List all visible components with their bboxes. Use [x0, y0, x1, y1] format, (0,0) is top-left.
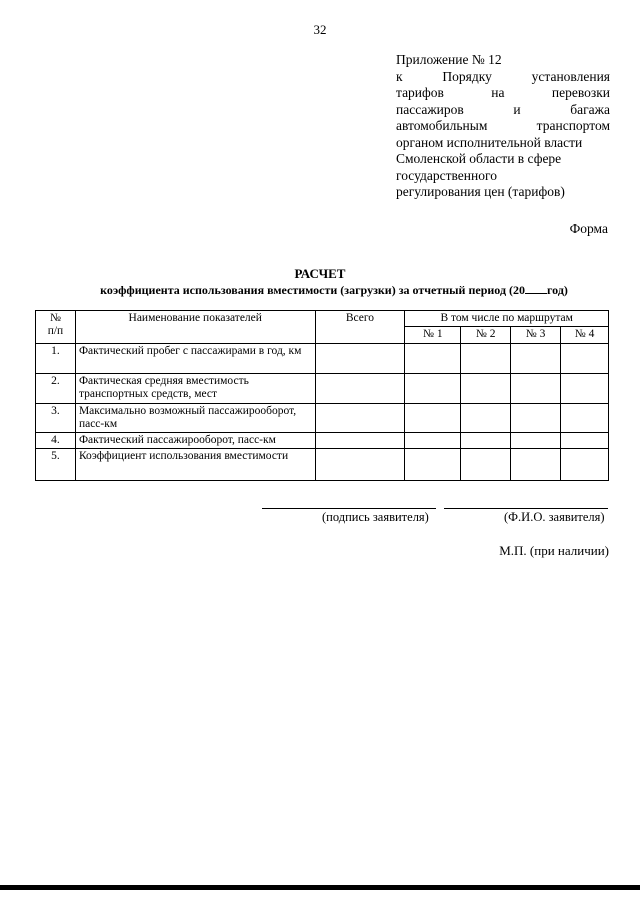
cell-route-1[interactable]: [405, 344, 461, 374]
cell-route-3[interactable]: [511, 374, 561, 404]
header-route-2: № 2: [461, 327, 511, 344]
subtitle-text: коэффициента использования вместимости (загрузки) за отчетный период (20: [100, 283, 526, 297]
cell-route-1[interactable]: [405, 404, 461, 433]
cell-route-4[interactable]: [561, 449, 609, 481]
cell-route-2[interactable]: [461, 344, 511, 374]
cell-route-4[interactable]: [561, 374, 609, 404]
cell-route-1[interactable]: [405, 433, 461, 449]
cell-route-2[interactable]: [461, 449, 511, 481]
cell-total[interactable]: [315, 433, 405, 449]
stamp-label: М.П. (при наличии): [499, 543, 609, 558]
table-row: [36, 449, 609, 481]
header-total: Всего: [315, 311, 405, 344]
cell-route-3[interactable]: [511, 433, 561, 449]
cell-total[interactable]: [315, 404, 405, 433]
table-row: [36, 404, 609, 433]
cell-route-2[interactable]: [461, 374, 511, 404]
name-label: (Ф.И.О. заявителя): [504, 510, 605, 524]
row-indicator-name: Коэффициент использования вместимости: [75, 449, 315, 481]
header-number-abbr: п/п: [47, 325, 64, 337]
appendix-line: [396, 102, 610, 119]
cell-route-3[interactable]: [511, 344, 561, 374]
appendix-word: Порядку: [442, 68, 492, 84]
cell-route-1[interactable]: [405, 374, 461, 404]
appendix-word: к: [396, 68, 403, 84]
document-subtitle: [0, 283, 640, 298]
appendix-line: [396, 69, 610, 86]
calculation-table: [35, 310, 609, 481]
table-row: [36, 344, 609, 374]
appendix-line: регулирования цен (тарифов): [396, 184, 565, 199]
cell-route-3[interactable]: [511, 449, 561, 481]
appendix-line: Смоленской области в сфере: [396, 151, 562, 166]
cell-route-2[interactable]: [461, 404, 511, 433]
appendix-title: Приложение № 12: [396, 52, 502, 67]
row-number: 2.: [36, 374, 76, 404]
header-name: Наименование показателей: [75, 311, 315, 344]
appendix-line: органом исполнительной власти: [396, 134, 583, 150]
year-blank: [525, 283, 547, 294]
header-route-1: № 1: [405, 327, 461, 344]
appendix-word: тарифов: [396, 85, 444, 100]
row-number: 1.: [36, 344, 76, 374]
cell-total[interactable]: [315, 374, 405, 404]
bottom-border: [0, 885, 640, 890]
row-indicator-name: Максимально возможный пассажирооборот, пасс-км: [75, 404, 315, 433]
header-route-3: № 3: [511, 327, 561, 344]
appendix-word: и: [513, 101, 521, 117]
cell-total[interactable]: [315, 344, 405, 374]
row-number: 5.: [36, 449, 76, 481]
cell-route-2[interactable]: [461, 433, 511, 449]
form-label: Форма: [569, 221, 608, 236]
appendix-word: транспортом: [536, 118, 610, 133]
header-number-symbol: №: [49, 312, 61, 324]
signature-label: (подпись заявителя): [322, 510, 429, 524]
subtitle-text-end: год): [547, 283, 568, 297]
appendix-line: [396, 118, 610, 135]
row-indicator-name: Фактический пассажирооборот, пасс-км: [75, 433, 315, 449]
cell-route-4[interactable]: [561, 404, 609, 433]
row-number: 4.: [36, 433, 76, 449]
appendix-word: багажа: [570, 101, 610, 117]
page-number: 32: [313, 22, 327, 37]
row-indicator-name: Фактический пробег с пассажирами в год, км: [75, 344, 315, 374]
cell-route-1[interactable]: [405, 449, 461, 481]
cell-route-3[interactable]: [511, 404, 561, 433]
table-row: [36, 433, 609, 449]
header-number: [36, 311, 76, 344]
appendix-word: автомобильным: [396, 118, 488, 133]
appendix-line: [396, 85, 610, 102]
document-title: РАСЧЕТ: [294, 266, 346, 281]
row-number: 3.: [36, 404, 76, 433]
appendix-word: перевозки: [551, 85, 610, 100]
header-route-4: № 4: [561, 327, 609, 344]
table-row: [36, 374, 609, 404]
appendix-line: государственного: [396, 167, 497, 183]
appendix-word: пассажиров: [396, 101, 464, 117]
table-header-row: [36, 311, 609, 327]
row-indicator-name: Фактическая средняя вместимость транспортных средств, мест: [75, 374, 315, 404]
cell-total[interactable]: [315, 449, 405, 481]
appendix-header: [396, 52, 610, 201]
cell-route-4[interactable]: [561, 344, 609, 374]
cell-route-4[interactable]: [561, 433, 609, 449]
header-routes-group: В том числе по маршрутам: [405, 311, 609, 327]
signature-line[interactable]: [262, 508, 436, 509]
name-line[interactable]: [444, 508, 608, 509]
appendix-word: установления: [531, 68, 610, 84]
appendix-word: на: [491, 85, 505, 100]
